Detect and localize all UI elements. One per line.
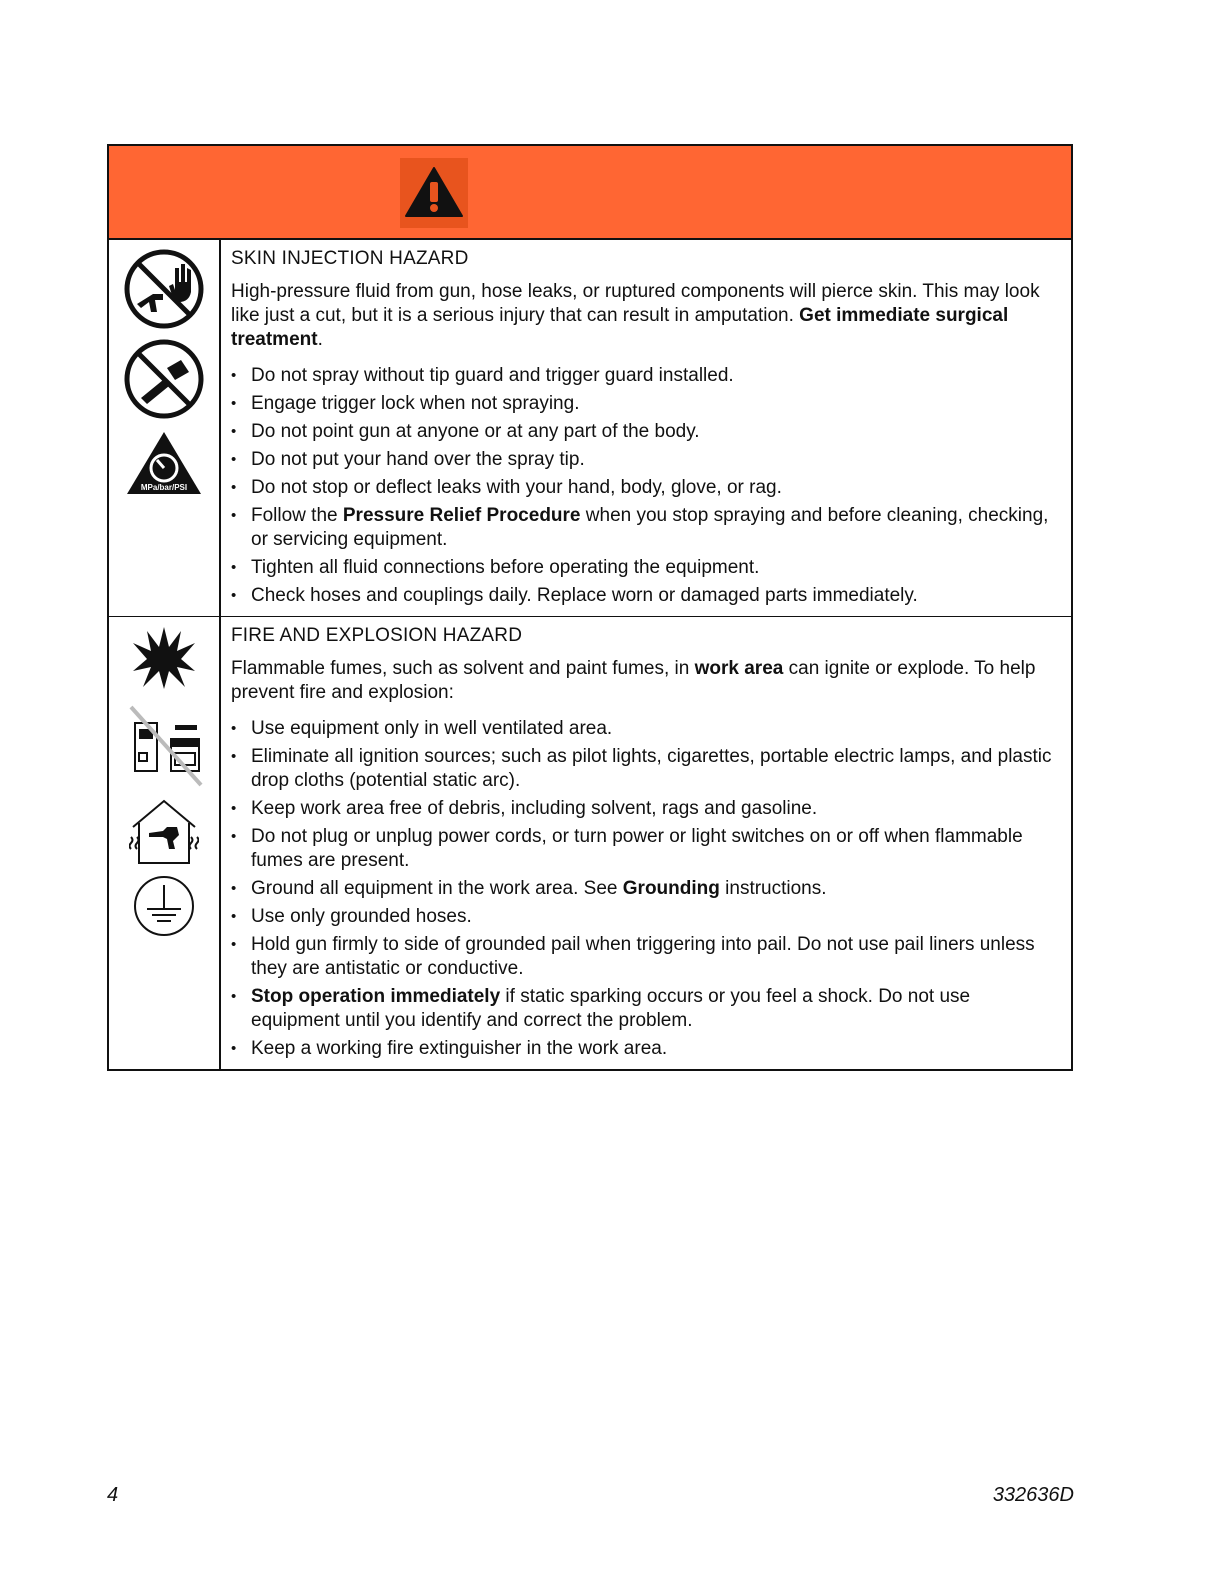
skin-hazard-title: SKIN INJECTION HAZARD [231, 248, 469, 269]
document-number: 332636D [992, 1484, 1074, 1506]
list-item: • Do not plug or unplug power cords, or turn power or light switches on or off when flammable fumes are present. [231, 825, 1063, 873]
list-item: • Tighten all fluid connections before operating the equipment. [231, 556, 1063, 580]
skin-intro: High-pressure fluid from gun, hose leaks, or ruptured components will pierce skin. This may look like just a cut, but it is a serious injury that can result in amputation. Get immediate surgical treatment. [231, 281, 1040, 350]
ventilated-area-icon [129, 797, 199, 867]
list-item: • Hold gun firmly to side of grounded pail when triggering into pail. Do not use pail liners unless they are antistatic or conductive. [231, 933, 1063, 981]
list-item: • Follow the Pressure Relief Procedure when you stop spraying and before cleaning, checking, or servicing equipment. [231, 504, 1063, 552]
explosion-icon [131, 625, 197, 691]
page-number: 4 [107, 1484, 119, 1506]
fire-hazard-title: FIRE AND EXPLOSION HAZARD [231, 625, 523, 646]
list-item: • Check hoses and couplings daily. Replace worn or damaged parts immediately. [231, 584, 1063, 608]
ground-icon [133, 875, 195, 937]
no-hose-leak-icon [123, 338, 205, 420]
list-item: • Keep a working fire extinguisher in the work area. [231, 1037, 1063, 1061]
skin-icons [109, 240, 221, 616]
list-item: • Keep work area free of debris, including solvent, rags and gasoline. [231, 797, 1063, 821]
list-item: • Engage trigger lock when not spraying. [231, 392, 1063, 416]
list-item: • Stop operation immediately if static sparking occurs or you feel a shock. Do not use equipment until you identify and correct the problem. [231, 985, 1063, 1033]
fire-intro: Flammable fumes, such as solvent and paint fumes, in work area can ignite or explode. To help prevent fire and explosion: [231, 658, 1036, 703]
fire-explosion-row [109, 616, 1071, 1069]
fire-bullet-list [231, 717, 1063, 1061]
list-item: • Do not point gun at anyone or at any part of the body. [231, 420, 1063, 444]
list-item: • Do not spray without tip guard and trigger guard installed. [231, 364, 1063, 388]
warning-banner [109, 146, 1071, 240]
list-item: • Eliminate all ignition sources; such as pilot lights, cigarettes, portable electric lamps, and plastic drop cloths (potential static arc). [231, 745, 1063, 793]
pressure-gauge-icon [125, 430, 203, 498]
warning-icon [400, 158, 468, 228]
warning-table [107, 144, 1073, 1071]
skin-injection-row [109, 240, 1071, 616]
list-item: • Use only grounded hoses. [231, 905, 1063, 929]
svg-text:MPa/bar/PSI: MPa/bar/PSI [140, 483, 188, 492]
list-item: • Do not stop or deflect leaks with your hand, body, glove, or rag. [231, 476, 1063, 500]
list-item: • Ground all equipment in the work area. See Grounding instructions. [231, 877, 1063, 901]
fire-icons [109, 617, 221, 1069]
list-item: • Do not put your hand over the spray tip. [231, 448, 1063, 472]
skin-bullet-list [231, 364, 1063, 608]
list-item: • Use equipment only in well ventilated area. [231, 717, 1063, 741]
no-ignition-sources-icon [127, 703, 205, 789]
no-spray-hand-icon [123, 248, 205, 330]
